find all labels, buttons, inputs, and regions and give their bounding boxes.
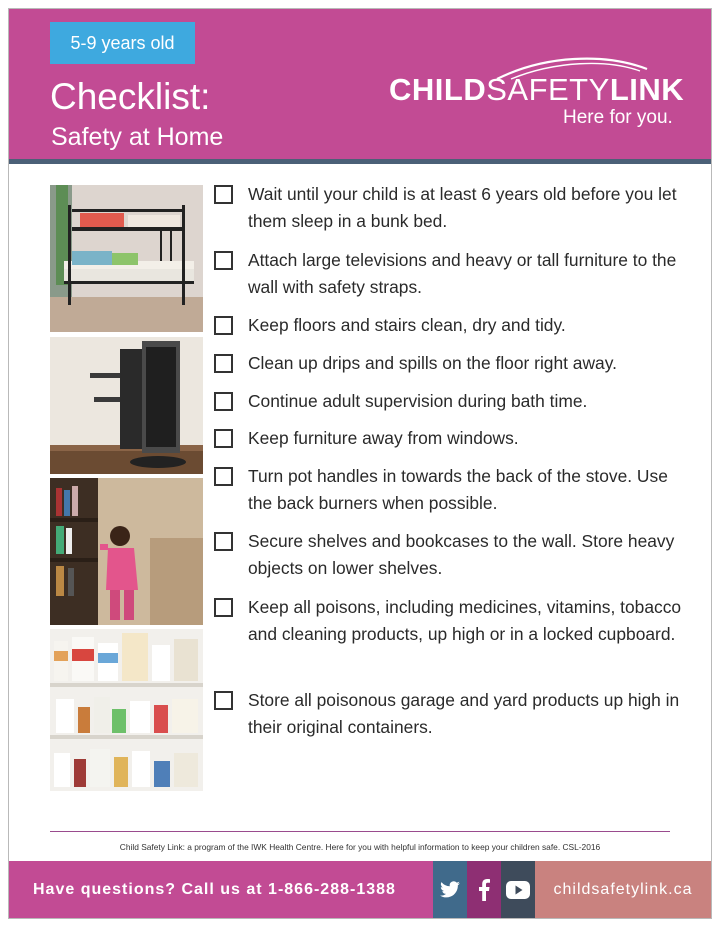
checklist-item-text: Wait until your child is at least 6 years old before you let them sleep in a bunk bed. xyxy=(248,184,677,231)
checklist-item-text: Secure shelves and bookcases to the wall. Store heavy objects on lower shelves. xyxy=(248,531,675,578)
footer-divider xyxy=(50,831,670,832)
child-safety-link-logo[interactable] xyxy=(385,53,685,133)
checkbox[interactable] xyxy=(214,392,233,411)
child-climbing-bookshelf-photo xyxy=(50,478,203,625)
checklist-item-text: Continue adult supervision during bath time. xyxy=(248,391,588,411)
bunk-bed-photo xyxy=(50,185,203,332)
header-divider xyxy=(9,159,711,164)
age-badge: 5-9 years old xyxy=(50,22,195,64)
page-title: Checklist: xyxy=(50,76,211,117)
checkbox[interactable] xyxy=(214,691,233,710)
checkbox[interactable] xyxy=(214,316,233,335)
twitter-icon[interactable] xyxy=(433,861,467,918)
checklist-item-text: Clean up drips and spills on the floor right away. xyxy=(248,353,617,373)
medicine-cabinet-photo xyxy=(50,629,203,791)
checkbox[interactable] xyxy=(214,532,233,551)
logo-word-child: CHILD xyxy=(389,72,487,107)
checklist-item-text: Keep all poisons, including medicines, vitamins, tobacco and cleaning products, up high or in a locked cupboard. xyxy=(248,597,682,644)
checklist-item-text: Turn pot handles in towards the back of the stove. Use the back burners when possible. xyxy=(248,466,668,513)
checkbox[interactable] xyxy=(214,251,233,270)
contact-bar xyxy=(9,861,711,918)
website-link[interactable]: childsafetylink.ca xyxy=(535,861,711,918)
wall-mounted-tv-photo xyxy=(50,337,203,474)
header-banner xyxy=(9,9,711,159)
checklist-page xyxy=(8,8,712,919)
phone-contact[interactable]: Have questions? Call us at 1-866-288-1388 xyxy=(33,881,396,898)
footer-note: Child Safety Link: a program of the IWK Health Centre. Here for you with helpful information to keep your children safe. CSL-2016 xyxy=(119,842,601,852)
logo-tagline: Here for you. xyxy=(563,107,673,128)
checklist-item-text: Attach large televisions and heavy or tall furniture to the wall with safety straps. xyxy=(248,250,677,297)
logo-wordmark xyxy=(389,73,684,107)
checklist-item-text: Keep furniture away from windows. xyxy=(248,428,519,448)
page-subtitle: Safety at Home xyxy=(51,123,224,151)
checklist-item-text: Store all poisonous garage and yard products up high in their original containers. xyxy=(248,690,680,737)
logo-word-link: LINK xyxy=(609,72,685,107)
youtube-icon[interactable] xyxy=(501,861,535,918)
checkbox[interactable] xyxy=(214,185,233,204)
checkbox[interactable] xyxy=(214,429,233,448)
checklist-item-text: Keep floors and stairs clean, dry and tidy. xyxy=(248,315,566,335)
checkbox[interactable] xyxy=(214,354,233,373)
checkbox[interactable] xyxy=(214,467,233,486)
logo-word-safety: SAFETY xyxy=(486,72,610,107)
checkbox[interactable] xyxy=(214,598,233,617)
facebook-icon[interactable] xyxy=(467,861,501,918)
